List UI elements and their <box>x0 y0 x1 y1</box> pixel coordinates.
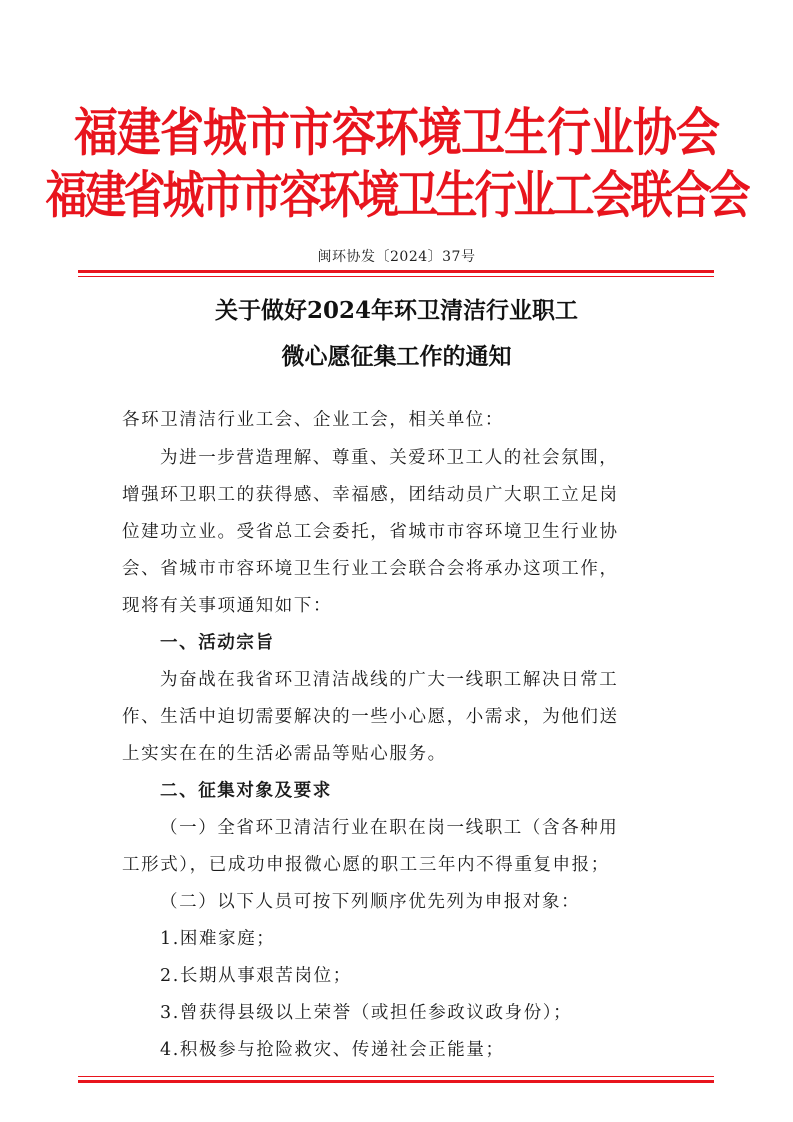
intro-line: 会、省城市市容环境卫生行业工会联合会将承办这项工作， <box>122 559 619 579</box>
priority-list-item: 4.积极参与抢险救灾、传递社会正能量； <box>160 1040 505 1060</box>
org-name-association: 福建省城市市容环境卫生行业协会 <box>74 103 719 164</box>
section-1-line: 上实实在在的生活必需品等贴心服务。 <box>122 744 447 764</box>
intro-line: 位建功立业。受省总工会委托，省城市市容环境卫生行业协 <box>122 522 619 542</box>
intro-line: 增强环卫职工的获得感、幸福感，团结动员广大职工立足岗 <box>122 485 619 505</box>
org-name-union-federation: 福建省城市市容环境卫生行业工会联合会 <box>45 165 748 225</box>
priority-list-item: 2.长期从事艰苦岗位； <box>160 966 352 986</box>
intro-line: 现将有关事项通知如下： <box>122 596 333 616</box>
header-red-rule-thick <box>78 270 714 273</box>
section-heading-targets: 二、征集对象及要求 <box>160 781 332 801</box>
section-1-line: 为奋战在我省环卫清洁战线的广大一线职工解决日常工 <box>160 670 619 690</box>
section-2-item-1-line: （一）全省环卫清洁行业在职在岗一线职工（含各种用 <box>160 818 619 838</box>
section-1-line: 作、生活中迫切需要解决的一些小心愿，小需求，为他们送 <box>122 707 619 727</box>
notice-title-line-2: 微心愿征集工作的通知 <box>281 343 512 370</box>
footer-red-rule-thick <box>78 1080 714 1083</box>
intro-line: 为进一步营造理解、尊重、关爱环卫工人的社会氛围， <box>160 448 619 468</box>
priority-list-item: 1.困难家庭； <box>160 929 276 949</box>
footer-red-rule-thin <box>78 1076 714 1077</box>
document-number: 闽环协发〔2024〕37号 <box>317 249 476 265</box>
priority-list-item: 3.曾获得县级以上荣誉（或担任参政议政身份）； <box>160 1003 573 1023</box>
section-heading-purpose: 一、活动宗旨 <box>160 633 275 653</box>
header-red-rule-thin <box>78 276 714 277</box>
salutation: 各环卫清洁行业工会、企业工会，相关单位： <box>122 410 504 430</box>
section-2-item-1-line: 工形式），已成功申报微心愿的职工三年内不得重复申报； <box>122 855 610 875</box>
section-2-item-2: （二）以下人员可按下列顺序优先列为申报对象： <box>160 892 581 912</box>
notice-title-line-1: 关于做好2024年环卫清洁行业职工 <box>214 297 578 324</box>
